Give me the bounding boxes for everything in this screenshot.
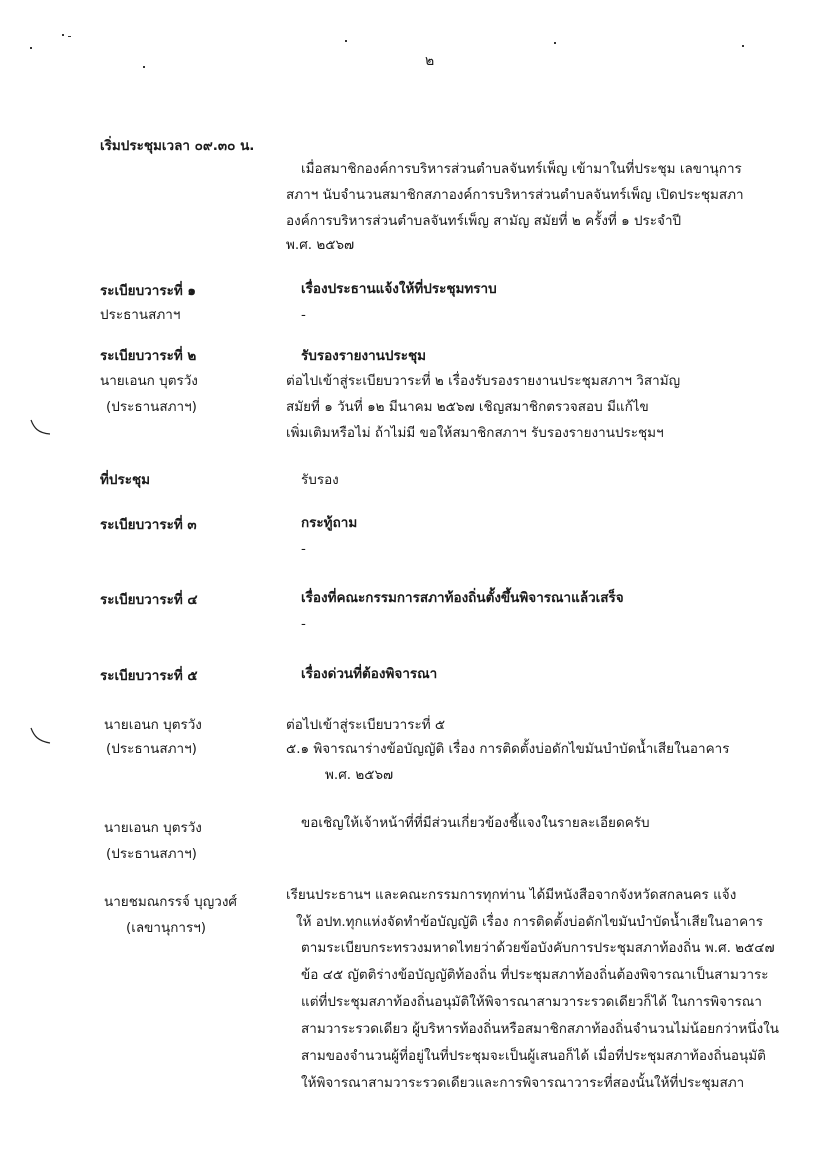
page-number: ๒ (425, 53, 435, 69)
speech-3-speaker-name: นายชมณกรรจ์ บุญวงศ์ (104, 894, 237, 910)
agenda-2-line: เพิ่มเติมหรือไม่ ถ้าไม่มี ขอให้สมาชิกสภาฯ รับรองรายงานประชุมฯ (286, 425, 664, 441)
intro-line: สภาฯ นับจำนวนสมาชิกสภาองค์การบริหารส่วนตำบลจันทร์เพ็ญ เปิดประชุมสภา (286, 187, 744, 203)
speech-3-speaker-role: (เลขานุการฯ) (126, 920, 207, 936)
agenda-5-title: เรื่องด่วนที่ต้องพิจารณา (301, 666, 438, 682)
speech-2-text: ขอเชิญให้เจ้าหน้าที่ที่มีส่วนเกี่ยวข้องชี้แจงในรายละเอียดครับ (301, 815, 650, 831)
margin-mark (28, 418, 54, 440)
speech-3-line: ให้พิจารณาสามวาระรวดเดียวและการพิจารณาวาระที่สองนั้นให้ที่ประชุมสภา (301, 1075, 745, 1091)
intro-line: พ.ศ. ๒๕๖๗ (286, 237, 355, 253)
speech-1-line: ๕.๑ พิจารณาร่างข้อบัญญัติ เรื่อง การติดตั้งบ่อดักไขมันบำบัดน้ำเสียในอาคาร (286, 741, 730, 757)
agenda-3-label: ระเบียบวาระที่ ๓ (100, 517, 197, 533)
scan-speck (742, 45, 744, 47)
speech-1-line: ต่อไปเข้าสู่ระเบียบวาระที่ ๕ (286, 717, 446, 733)
agenda-3-title: กระทู้ถาม (301, 515, 358, 531)
speech-3-line: ข้อ ๔๕ ญัตติร่างข้อบัญญัติท้องถิ่น ที่ประชุมสภาท้องถิ่นต้องพิจารณาเป็นสามวาระ (301, 967, 769, 983)
meeting-start-time: เริ่มประชุมเวลา ๐๙.๓๐ น. (100, 138, 255, 154)
agenda-4-title: เรื่องที่คณะกรรมการสภาท้องถิ่นตั้งขึ้นพิจารณาแล้วเสร็จ (301, 590, 624, 606)
speech-2-speaker-name: นายเอนก บุตรวัง (104, 820, 202, 836)
agenda-1-title: เรื่องประธานแจ้งให้ที่ประชุมทราบ (301, 281, 497, 297)
agenda-4-content: - (301, 616, 306, 632)
agenda-2-line: ต่อไปเข้าสู่ระเบียบวาระที่ ๒ เรื่องรับรองรายงานประชุมสภาฯ วิสามัญ (286, 373, 681, 389)
speech-3-line: สามของจำนวนผู้ที่อยู่ในที่ประชุมจะเป็นผู้เสนอก็ได้ เมื่อที่ประชุมสภาท้องถิ่นอนุมัติ (301, 1048, 766, 1064)
intro-line: เมื่อสมาชิกองค์การบริหารส่วนตำบลจันทร์เพ็ญ เข้ามาในที่ประชุม เลขานุการ (301, 161, 742, 177)
speech-3-line: เรียนประธานฯ และคณะกรรมการทุกท่าน ได้มีหนังสือจากจังหวัดสกลนคร แจ้ง (286, 887, 737, 903)
agenda-2-title: รับรองรายงานประชุม (301, 348, 427, 364)
agenda-1-label: ระเบียบวาระที่ ๑ (100, 283, 196, 299)
agenda-4-label: ระเบียบวาระที่ ๔ (100, 592, 198, 608)
agenda-3-content: - (301, 541, 306, 557)
scan-speck (554, 42, 556, 44)
resolution-label: ที่ประชุม (100, 472, 151, 488)
scan-speck (30, 47, 32, 49)
intro-line: องค์การบริหารส่วนตำบลจันทร์เพ็ญ สามัญ สมัยที่ ๒ ครั้งที่ ๑ ประจำปี (286, 213, 682, 229)
resolution-text: รับรอง (301, 472, 339, 488)
speech-3-line: ตามระเบียบกระทรวงมหาดไทยว่าด้วยข้อบังคับการประชุมสภาท้องถิ่น พ.ศ. ๒๕๔๗ (301, 940, 775, 956)
agenda-2-label: ระเบียบวาระที่ ๒ (100, 348, 197, 364)
scan-speck (143, 66, 145, 68)
agenda-2-line: สมัยที่ ๑ วันที่ ๑๒ มีนาคม ๒๕๖๗ เชิญสมาชิกตรวจสอบ มีแก้ไข (286, 399, 649, 415)
speech-2-speaker-role: (ประธานสภาฯ) (106, 846, 197, 862)
scan-speck (62, 34, 64, 36)
agenda-1-content: - (301, 307, 306, 323)
scan-speck (345, 40, 347, 42)
agenda-1-speaker: ประธานสภาฯ (100, 307, 181, 323)
scan-speck (68, 36, 71, 37)
agenda-2-speaker-name: นายเอนก บุตรวัง (100, 373, 198, 389)
speech-1-speaker-role: (ประธานสภาฯ) (106, 741, 197, 757)
speech-3-line: สามวาระรวดเดียว ผู้บริหารท้องถิ่นหรือสมาชิกสภาท้องถิ่นจำนวนไม่น้อยกว่าหนึ่งใน (301, 1021, 779, 1037)
speech-3-line: แต่ที่ประชุมสภาท้องถิ่นอนุมัติให้พิจารณาสามวาระรวดเดียวก็ได้ ในการพิจารณา (301, 994, 762, 1010)
speech-3-line: ให้ อปท.ทุกแห่งจัดทำข้อบัญญัติ เรื่อง การติดตั้งบ่อดักไขมันบำบัดน้ำเสียในอาคาร (296, 914, 763, 930)
agenda-2-speaker-role: (ประธานสภาฯ) (106, 399, 197, 415)
speech-1-speaker-name: นายเอนก บุตรวัง (104, 717, 202, 733)
margin-mark (28, 726, 54, 748)
speech-1-line: พ.ศ. ๒๕๖๗ (325, 767, 394, 783)
agenda-5-label: ระเบียบวาระที่ ๕ (100, 668, 198, 684)
